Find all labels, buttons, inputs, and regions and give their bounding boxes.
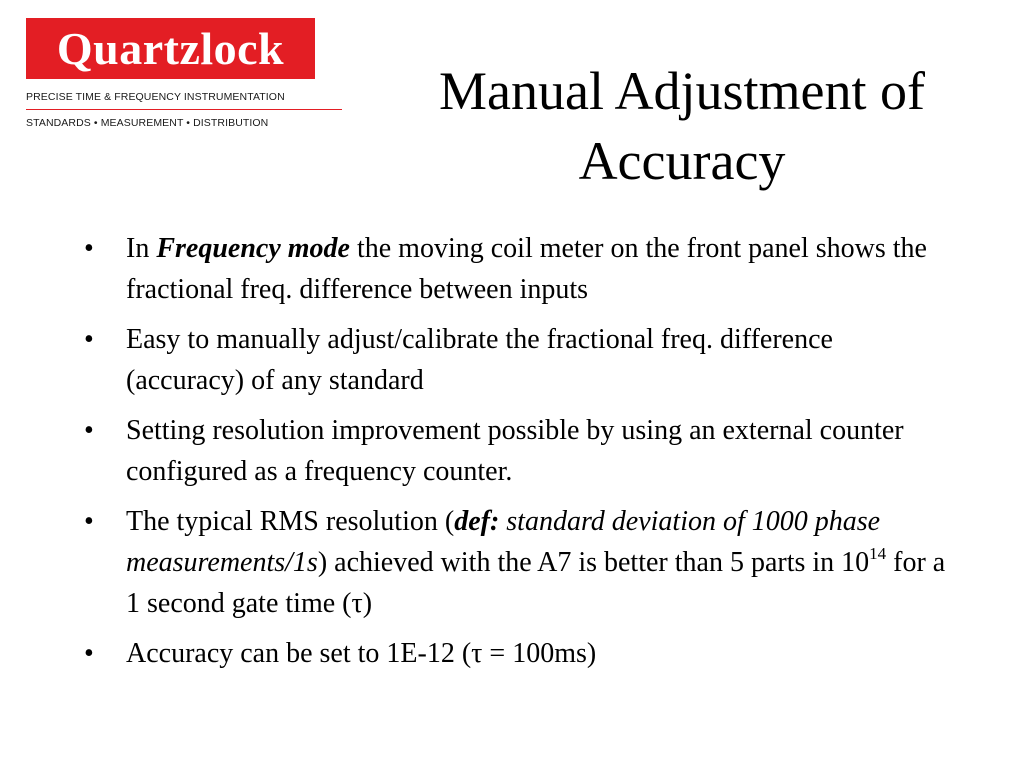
bullet-text: The typical RMS resolution (: [126, 506, 455, 537]
bullet-list: [76, 228, 956, 683]
logo-tagline: PRECISE TIME & FREQUENCY INSTRUMENTATION: [26, 91, 285, 103]
bullet-item-setting-resolution: [76, 410, 956, 492]
bullet-text: Easy to manually adjust/calibrate the fractional freq. difference (accuracy) of any standard: [126, 324, 833, 396]
logo-services: STANDARDS • MEASUREMENT • DISTRIBUTION: [26, 117, 269, 129]
logo-wordmark: Quartzlock: [56, 23, 285, 74]
bullet-marker: •: [84, 415, 94, 446]
bullet-emphasis: Frequency mode: [156, 233, 350, 264]
bullet-marker: •: [84, 638, 94, 669]
bullet-text: for a 1 second gate time (τ): [126, 547, 946, 619]
exponent: 14: [869, 543, 887, 563]
definition-text: standard deviation of 1000 phase measurements/1s: [126, 506, 881, 578]
bullet-item-rms-resolution: [76, 501, 956, 624]
bullet-text: In: [126, 233, 157, 264]
bullet-text: the moving coil meter on the front panel shows the fractional freq. difference between inputs: [126, 233, 927, 305]
bullet-text: Accuracy can be set to 1E-12 (τ = 100ms): [126, 638, 597, 669]
bullet-item-frequency-mode: [76, 228, 956, 310]
slide-title: Manual Adjustment of Accuracy: [439, 61, 925, 191]
bullet-text: Setting resolution improvement possible by using an external counter configured as a frequency counter.: [126, 415, 904, 487]
bullet-item-manual-adjust: [76, 319, 956, 401]
logo-divider: [26, 109, 342, 110]
bullet-text: ) achieved with the A7 is better than 5 parts in 10: [317, 547, 870, 578]
bullet-item-accuracy: [76, 633, 956, 674]
definition-label: def:: [454, 506, 500, 537]
bullet-marker: •: [84, 233, 94, 264]
bullet-marker: •: [84, 506, 94, 537]
quartzlock-logo: [26, 18, 342, 136]
bullet-marker: •: [84, 324, 94, 355]
